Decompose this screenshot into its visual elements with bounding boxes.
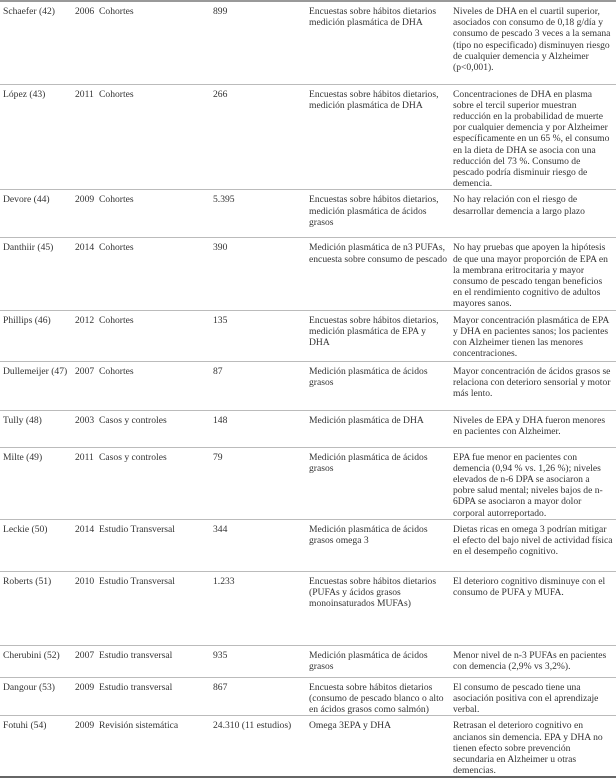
year-cell: 2012 bbox=[72, 310, 96, 361]
method-cell: Encuesta sobre hábitos dietarios (consumo de pescado blanco o alto en ácidos grasos como salmón) bbox=[306, 677, 450, 716]
method-cell: Omega 3EPA y DHA bbox=[309, 720, 391, 732]
year-cell: 2014 bbox=[72, 519, 96, 571]
method-cell: Medición plasmática de DHA bbox=[306, 410, 450, 447]
table-row bbox=[0, 410, 616, 447]
results-cell: Mayor concentración de ácidos grasos se relaciona con deterioro sensorial y motor más lento. bbox=[450, 361, 616, 410]
sample-size-cell: 1.233 bbox=[210, 571, 306, 645]
table-row bbox=[0, 238, 616, 310]
design-cell: Casos y controles bbox=[96, 410, 210, 447]
sample-size-cell: 148 bbox=[210, 410, 306, 447]
author-cell: Roberts (51) bbox=[0, 571, 72, 645]
table-row bbox=[0, 571, 616, 645]
table-row bbox=[0, 447, 616, 519]
results-cell: No hay relación con el riesgo de desarrollar demencia a largo plazo bbox=[450, 190, 616, 238]
sample-size-cell: 899 bbox=[210, 1, 306, 84]
author-cell: Fotuhi (54) bbox=[3, 720, 47, 732]
results-cell: El consumo de pescado tiene una asociación positiva con el aprendizaje verbal. bbox=[450, 677, 616, 716]
year-cell: 2003 bbox=[72, 410, 96, 447]
method-cell: Encuestas sobre hábitos dietarios, medición plasmática de DHA bbox=[306, 84, 450, 190]
author-cell: Milte (49) bbox=[0, 447, 72, 519]
design-cell: Estudio Transversal bbox=[96, 519, 210, 571]
author-cell: Tully (48) bbox=[0, 410, 72, 447]
year-cell: 2009 bbox=[75, 720, 95, 732]
method-cell: Encuestas sobre hábitos dietarios medición plasmática de DHA bbox=[306, 1, 450, 84]
design-cell: Casos y controles bbox=[96, 447, 210, 519]
design-cell: Cohortes bbox=[96, 361, 210, 410]
method-cell: Encuestas sobre hábitos dietarios, medición plasmática de ácidos grasos bbox=[306, 190, 450, 238]
year-cell: 2009 bbox=[72, 190, 96, 238]
design-cell: Estudio Transversal bbox=[96, 571, 210, 645]
author-cell: Devore (44) bbox=[0, 190, 72, 238]
table-row bbox=[0, 310, 616, 361]
results-cell: Menor nivel de n-3 PUFAs en pacientes con demencia (2,9% vs 3,2%). bbox=[450, 645, 616, 677]
year-cell: 2014 bbox=[72, 238, 96, 310]
results-cell: Dietas ricas en omega 3 podrían mitigar el efecto del bajo nivel de actividad física en el desempeño cognitivo. bbox=[450, 519, 616, 571]
year-cell: 2010 bbox=[72, 571, 96, 645]
results-cell: No hay pruebas que apoyen la hipótesis de que una mayor proporción de EPA en la membrana eritrocitaria y mayor consumo de pescado tengan beneficios en el rendimiento cognitivo de adultos mayores sanos. bbox=[450, 238, 616, 310]
results-cell: Concentraciones de DHA en plasma sobre el tercil superior muestran reducción en la probabilidad de muerte por cualquier demencia y por Alzheimer específicamente en un 65 %, el consumo en la dieta de DHA se asocia con una reducción del 73 %. Consumo de pescado podría disminuir riesgo de demencia. bbox=[450, 84, 616, 190]
year-cell: 2011 bbox=[72, 84, 96, 190]
year-cell: 2006 bbox=[72, 1, 96, 84]
results-cell: Retrasan el deterioro cognitivo en ancianos sin demencia. EPA y DHA no tienen efecto sobre prevención secundaria en Alzheimer u otras demencias. bbox=[453, 720, 603, 777]
sample-size-cell: 135 bbox=[210, 310, 306, 361]
sample-size-cell: 266 bbox=[210, 84, 306, 190]
author-cell: Leckie (50) bbox=[0, 519, 72, 571]
table-row bbox=[0, 677, 616, 716]
author-cell: Schaefer (42) bbox=[0, 1, 72, 84]
author-cell: López (43) bbox=[0, 84, 72, 190]
design-cell: Cohortes bbox=[96, 190, 210, 238]
design-cell: Cohortes bbox=[96, 1, 210, 84]
studies-table-body bbox=[0, 1, 616, 777]
table-row bbox=[0, 1, 616, 84]
method-cell: Medición plasmática de ácidos grasos bbox=[306, 361, 450, 410]
author-cell: Danthiir (45) bbox=[0, 238, 72, 310]
design-cell: Cohortes bbox=[96, 84, 210, 190]
sample-size-cell: 390 bbox=[210, 238, 306, 310]
year-cell: 2011 bbox=[72, 447, 96, 519]
sample-size-cell: 344 bbox=[210, 519, 306, 571]
design-cell: Estudio transversal bbox=[96, 677, 210, 716]
author-cell: Cherubini (52) bbox=[0, 645, 72, 677]
sample-size-cell: 87 bbox=[210, 361, 306, 410]
method-cell: Medición plasmática de ácidos grasos bbox=[306, 645, 450, 677]
sample-size-cell: 24.310 (11 estudios) bbox=[213, 720, 292, 732]
author-cell: Phillips (46) bbox=[0, 310, 72, 361]
results-cell: Niveles de DHA en el cuartil superior, asociados con consumo de 0,18 g/día y consumo de pescado 3 veces a la semana (tipo no especificado) disminuyen riesgo de cualquier demencia y Alzheimer (p<0,001). bbox=[450, 1, 616, 84]
method-cell: Encuestas sobre hábitos dietarios, medición plasmática de EPA y DHA bbox=[306, 310, 450, 361]
author-cell: Dullemeijer (47) bbox=[0, 361, 72, 410]
method-cell: Medición plasmática de ácidos grasos omega 3 bbox=[306, 519, 450, 571]
design-cell: Cohortes bbox=[96, 310, 210, 361]
table-row bbox=[0, 519, 616, 571]
sample-size-cell: 935 bbox=[210, 645, 306, 677]
table-row bbox=[0, 716, 616, 778]
results-cell: Mayor concentración plasmática de EPA y DHA en pacientes sanos; los pacientes con Alzheimer tienen las menores concentraciones. bbox=[450, 310, 616, 361]
author-cell: Dangour (53) bbox=[0, 677, 72, 716]
results-cell: EPA fue menor en pacientes con demencia (0,94 % vs. 1,26 %); niveles elevados de n-6 DPA se asociaron a pobre salud mental; niveles bajos de n-6DPA se asociaron a mayor dolor corporal autorreportado. bbox=[450, 447, 616, 519]
sample-size-cell: 79 bbox=[210, 447, 306, 519]
table-row bbox=[0, 190, 616, 238]
method-cell: Medición plasmática de n3 PUFAs, encuesta sobre consumo de pescado bbox=[306, 238, 450, 310]
table-row bbox=[0, 361, 616, 410]
sample-size-cell: 5.395 bbox=[210, 190, 306, 238]
results-cell: El deterioro cognitivo disminuye con el consumo de PUFA y MUFA. bbox=[450, 571, 616, 645]
sample-size-cell: 867 bbox=[210, 677, 306, 716]
results-cell: Niveles de EPA y DHA fueron menores en pacientes con Alzheimer. bbox=[450, 410, 616, 447]
year-cell: 2009 bbox=[72, 677, 96, 716]
table-row bbox=[0, 84, 616, 190]
year-cell: 2007 bbox=[72, 645, 96, 677]
year-cell: 2007 bbox=[72, 361, 96, 410]
method-cell: Medición plasmática de ácidos grasos bbox=[306, 447, 450, 519]
design-cell: Estudio transversal bbox=[96, 645, 210, 677]
design-cell: Cohortes bbox=[96, 238, 210, 310]
method-cell: Encuestas sobre hábitos dietarios (PUFAs y ácidos grasos monoinsaturados MUFAs) bbox=[306, 571, 450, 645]
table-row bbox=[0, 645, 616, 677]
design-cell: Revisión sistemática bbox=[99, 720, 179, 732]
